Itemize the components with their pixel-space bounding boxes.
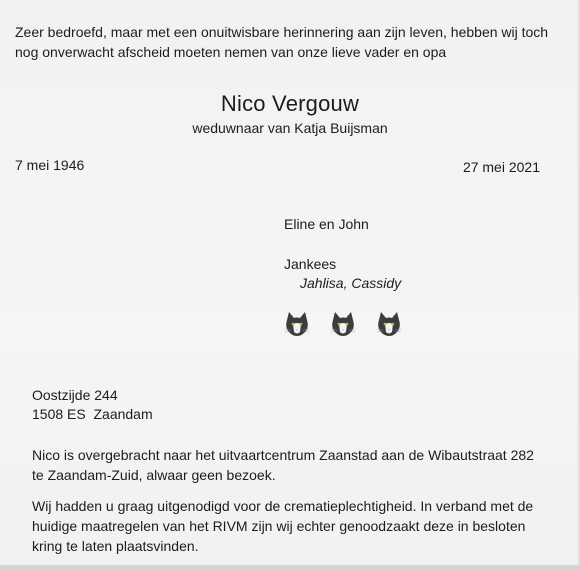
cats-row [282,310,422,342]
birth-date: 7 mei 1946 [15,157,85,173]
cat-face-icon [282,310,312,340]
family-line-grandchildren: Jahlisa, Cassidy [300,275,402,291]
family-line-children: Eline en John [284,216,369,232]
address-city: 1508 ES Zaandam [32,406,153,422]
deceased-name: Nico Vergouw [220,91,360,116]
cat-face-icon [328,310,358,340]
widower-line: weduwnaar van Katja Buijsman [192,120,388,136]
address-street: Oostzijde 244 [32,387,118,403]
intro-text: Zeer bedroefd, maar met een onuitwisbare herinnering aan zijn leven, hebben wij toch nog onverwacht afscheid moeten nemen van onze lieve vader en opa [15,24,549,60]
paragraph-funeral-home: Nico is overgebracht naar het uitvaartcentrum Zaanstad aan de Wibautstraat 282 te Zaandam-Zuid, alwaar geen bezoek. [32,447,534,483]
page-edge [0,565,580,569]
cat-face-icon [374,310,404,340]
paragraph-cremation: Wij hadden u graag uitgenodigd voor de crematieplechtigheid. In verband met de huidige maatregelen van het RIVM zijn wij echter genoodzaakt deze in besloten kring te laten plaatsvinden. [32,498,534,554]
death-date: 27 mei 2021 [462,159,540,175]
family-line-son: Jankees [284,256,337,272]
